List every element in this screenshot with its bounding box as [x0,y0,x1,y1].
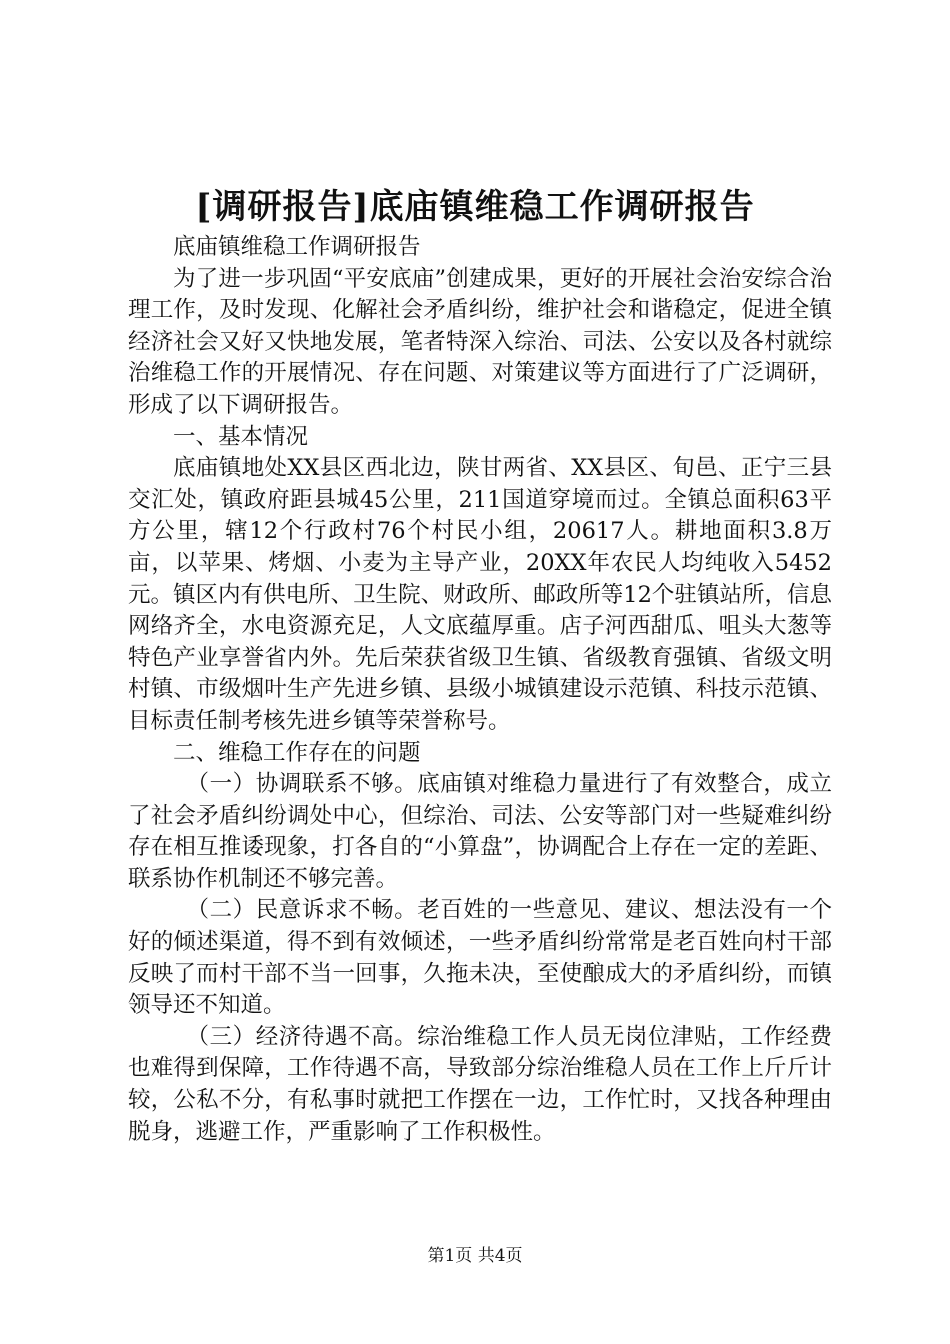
section-1-heading: 一、基本情况 [173,423,309,450]
problem-2-paragraph: （二）民意诉求不畅。老百姓的一些意见、建议、想法没有一个好的倾述渠道，得不到有效倾述，一些矛盾纠纷常常是老百姓向村干部反映了而村干部不当一回事，久拖未决，至使酿成大的矛盾纠纷，而镇领导还不知道。 [128,897,832,1019]
section-1-paragraph: 底庙镇地处XX县区西北边，陕甘两省、XX县区、旬邑、正宁三县交汇处，镇政府距县城45公里，211国道穿境而过。全镇总面积63平方公里，辖12个行政村76个村民小组，20617人。耕地面积3.8万亩，以苹果、烤烟、小麦为主导产业，20XX年农民人均纯收入5452元。镇区内有供电所、卫生院、财政所、邮政所等12个驻镇站所，信息网络齐全，水电资源充足，人文底蕴厚重。店子河西甜瓜、咀头大葱等特色产业享誉省内外。先后荣获省级卫生镇、省级教育强镇、省级文明村镇、市级烟叶生产先进乡镇、县级小城镇建设示范镇、科技示范镇、目标责任制考核先进乡镇等荣誉称号。 [128,455,832,734]
document-body [128,232,832,1148]
problem-3-paragraph: （三）经济待遇不高。综治维稳工作人员无岗位津贴，工作经费也难得到保障，工作待遇不高，导致部分综治维稳人员在工作上斤斤计较，公私不分，有私事时就把工作摆在一边，工作忙时，又找各种理由脱身，逃避工作，严重影响了工作积极性。 [128,1023,832,1145]
problem-1-paragraph: （一）协调联系不够。底庙镇对维稳力量进行了有效整合，成立了社会矛盾纠纷调处中心，但综治、司法、公安等部门对一些疑难纠纷存在相互推诿现象，打各自的“小算盘”，协调配合上存在一定的差距、联系协作机制还不够完善。 [128,771,832,892]
page-number: 第1页 共4页 [427,1246,523,1266]
document-title: [调研报告]底庙镇维稳工作调研报告 [195,187,755,227]
section-2-heading: 二、维稳工作存在的问题 [173,739,421,766]
report-subtitle: 底庙镇维稳工作调研报告 [173,234,421,260]
intro-paragraph: 为了进一步巩固“平安底庙”创建成果，更好的开展社会治安综合治理工作，及时发现、化解社会矛盾纠纷，维护社会和谐稳定，促进全镇经济社会又好又快地发展，笔者特深入综治、司法、公安以及各村就综治维稳工作的开展情况、存在问题、对策建议等方面进行了广泛调研，形成了以下调研报告。 [128,265,832,418]
